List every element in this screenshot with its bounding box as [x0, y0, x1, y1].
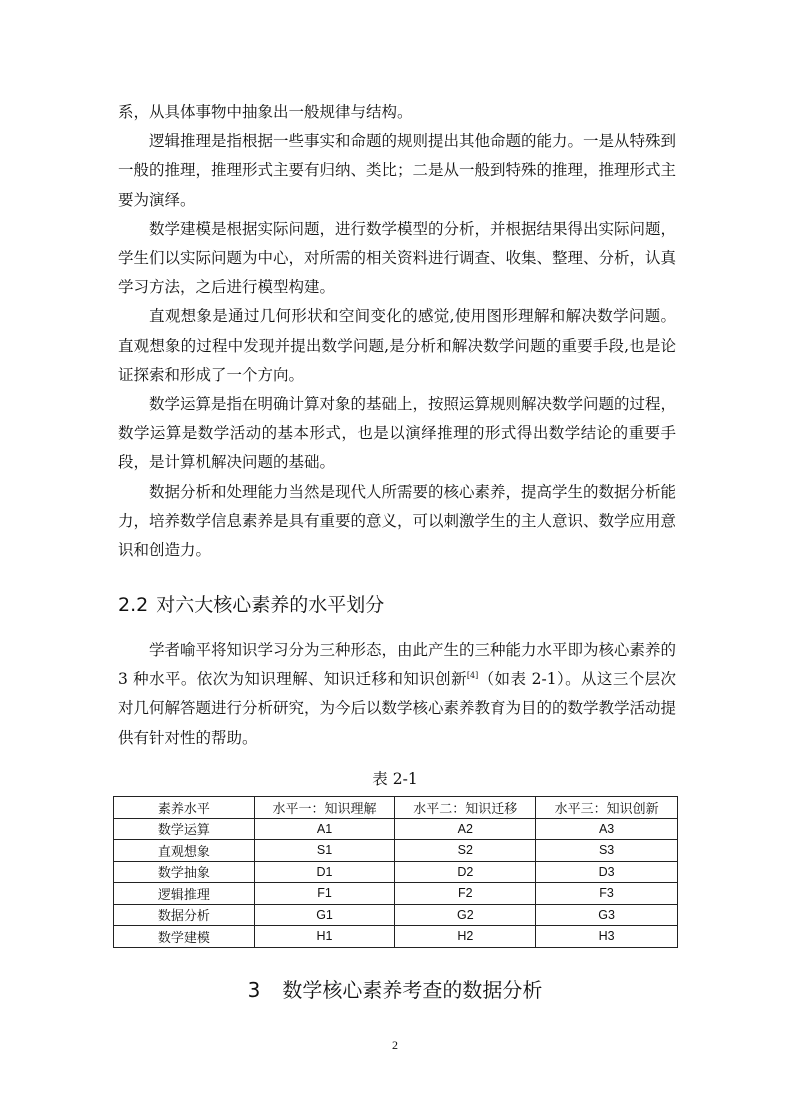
table-cell: A3	[536, 818, 678, 840]
table-header-cell: 水平一：知识理解	[254, 797, 395, 819]
row-label-cell: 数学建模	[114, 926, 255, 948]
table-row	[114, 926, 678, 948]
page-number: 2	[392, 1038, 398, 1052]
table-row	[114, 818, 678, 840]
table-cell: S3	[536, 840, 678, 862]
table-row	[114, 883, 678, 905]
table-row	[114, 861, 678, 883]
section-heading	[118, 590, 384, 617]
section-title: 对六大核心素养的水平划分	[156, 594, 385, 616]
table-cell: S1	[254, 840, 395, 862]
row-label-cell: 数学运算	[114, 818, 255, 840]
paragraph-intuitive-imagination: 直观想象是通过几何形状和空间变化的感觉,使用图形理解和解决数学问题。直观想象的过程中发现并提出数学问题,是分析和解决数学问题的重要手段,也是论证探索和形成了一个方向。	[118, 307, 676, 384]
table-cell: F1	[254, 883, 395, 905]
paragraph-text-before-ref: 学者喻平将知识学习分为三种形态，由此产生的三种能力水平即为核心素养的 3 种水平。依次为知识理解、知识迁移和知识创新	[118, 641, 677, 689]
paragraph-mathematical-modeling: 数学建模是根据实际问题，进行数学模型的分析，并根据结果得出实际问题，学生们以实际问题为中心，对所需的相关资料进行调查、收集、整理、分析，认真学习方法，之后进行模型构建。	[118, 219, 677, 297]
row-label-cell: 数据分析	[114, 904, 255, 926]
citation-reference[interactable]: [4]	[466, 671, 479, 681]
paragraph-knowledge-levels	[118, 636, 676, 753]
table-row	[114, 904, 678, 926]
table-row	[114, 840, 678, 862]
table-cell: G3	[536, 904, 678, 926]
paragraph-logical-reasoning: 逻辑推理是指根据一些事实和命题的规则提出其他命题的能力。一是从特殊到一般的推理，推理形式主要有归纳、类比；二是从一般到特殊的推理，推理形式主要为演绎。	[118, 132, 677, 209]
section-body	[118, 636, 676, 753]
row-label-cell: 直观想象	[114, 840, 255, 862]
row-label-cell: 数学抽象	[114, 861, 255, 883]
paragraph-text-after-ref: （如表 2-1）。从这三个层次对几何解答题进行分析研究，为今后以数学核心素养教育为目的的数学教学活动提供有针对性的帮助。	[118, 670, 677, 747]
table-header-row	[114, 797, 678, 819]
paragraph-data-analysis: 数据分析和处理能力当然是现代人所需要的核心素养，提高学生的数据分析能力，培养数学信息素养是具有重要的意义，可以刺激学生的主人意识、数学应用意识和创造力。	[118, 482, 677, 560]
table-cell: G1	[254, 904, 395, 926]
paragraph-continuation: 系，从具体事物中抽象出一般规律与结构。	[118, 103, 413, 121]
table-cell: F3	[536, 883, 678, 905]
table-header-cell: 水平二：知识迁移	[395, 797, 536, 819]
table-header-cell: 素养水平	[114, 797, 255, 819]
table-cell: A1	[254, 818, 395, 840]
chapter-heading	[0, 974, 790, 1003]
table-cell: A2	[395, 818, 536, 840]
table-cell: H1	[254, 926, 395, 948]
table-cell: S2	[395, 840, 536, 862]
body-text-block	[118, 98, 676, 565]
table-header-cell: 水平三：知识创新	[536, 797, 678, 819]
table-cell: H2	[395, 926, 536, 948]
paragraph-mathematical-operation: 数学运算是指在明确计算对象的基础上，按照运算规则解决数学问题的过程，数学运算是数学活动的基本形式，也是以演绎推理的形式得出数学结论的重要手段，是计算机解决问题的基础。	[118, 395, 677, 472]
table-cell: D2	[395, 861, 536, 883]
chapter-number: 3	[247, 978, 261, 1002]
section-number: 2.2	[118, 594, 149, 616]
table-cell: D3	[536, 861, 678, 883]
table-caption: 表 2-1	[372, 770, 418, 788]
table-cell: H3	[536, 926, 678, 948]
table-cell: D1	[254, 861, 395, 883]
table-cell: F2	[395, 883, 536, 905]
chapter-title: 数学核心素养考查的数据分析	[282, 978, 543, 1002]
competency-levels-table	[113, 796, 678, 948]
row-label-cell: 逻辑推理	[114, 883, 255, 905]
table-cell: G2	[395, 904, 536, 926]
